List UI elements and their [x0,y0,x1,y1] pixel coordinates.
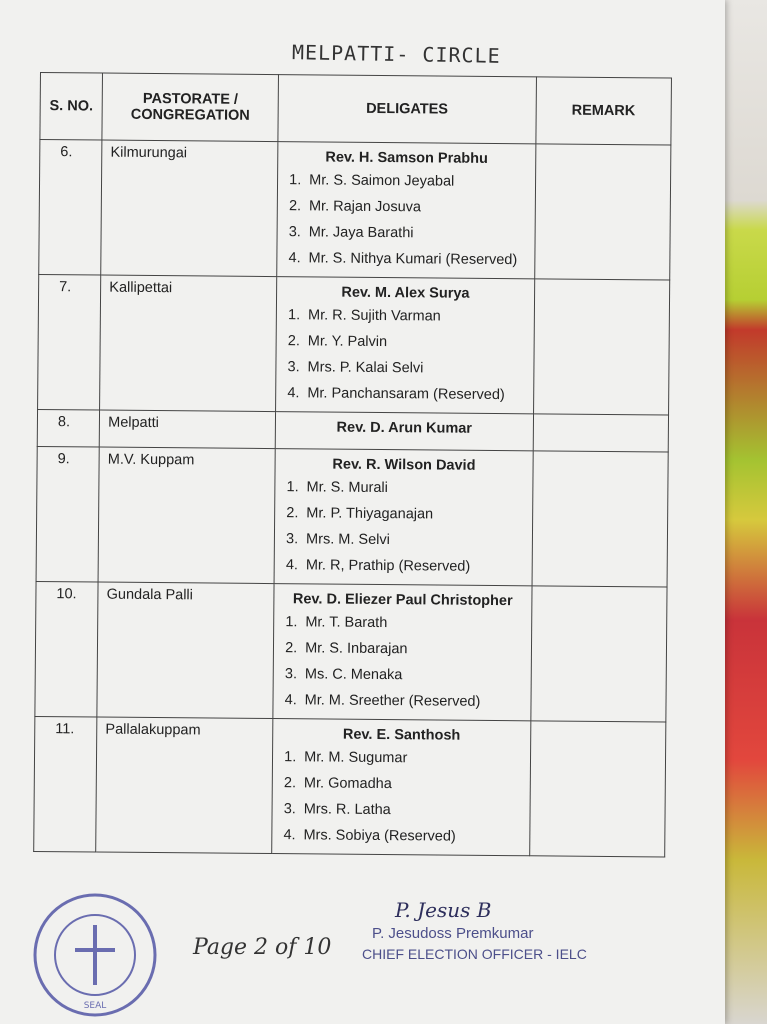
row-delegates [273,584,532,721]
page-number-note: Page 2 of 10 [193,935,332,960]
delegate-number: 4. [285,557,299,574]
delegate-number: 2. [286,505,299,522]
delegate-number: 2. [288,198,302,215]
delegate-name: Mr. R. Sujith Varman [307,307,441,325]
delegate-number: 4. [283,827,296,844]
delegate-list [276,474,531,584]
svg-text:SEAL: SEAL [83,1001,107,1011]
list-item [284,796,529,824]
list-item [287,380,532,408]
row-remark [529,721,666,857]
reverend-name: Rev. D. Arun Kumar [336,419,473,437]
row-sno: 11. [34,716,97,852]
list-item [288,302,533,330]
delegate-number: 4. [284,692,297,709]
table-row [39,140,671,281]
row-delegates [274,449,533,586]
delegate-name: Mrs. R. Latha [303,801,391,819]
delegate-name: Ms. C. Menaka [304,666,403,684]
delegate-name: Mr. T. Barath [305,614,388,632]
row-sno: 7. [38,274,101,410]
delegate-list [275,609,530,719]
delegate-name: Mr. M. Sugumar [304,749,408,767]
table-row [38,274,670,415]
list-item [284,770,529,798]
row-delegates [275,412,533,451]
header-pastorate: PASTORATE / CONGREGATION [102,73,279,142]
list-item [286,500,531,528]
row-sno: 10. [35,581,98,717]
delegate-name: Mr. P. Thiyaganajan [306,505,434,523]
row-sno: 9. [36,446,99,582]
list-item [286,526,531,554]
delegate-number: 3. [284,666,298,683]
reverend-name: Rev. H. Samson Prabhu [325,149,488,167]
list-item [289,219,534,247]
delegate-number: 1. [284,749,297,766]
row-pastorate: M.V. Kuppam [98,447,275,584]
delegate-number: 1. [285,614,298,631]
delegate-name: Mr. Y. Palvin [307,333,388,351]
list-item [289,167,534,195]
delegates-table [33,72,672,857]
list-item [285,661,530,689]
reverend-name: Rev. R. Wilson David [332,456,476,474]
row-sno: 8. [37,409,100,447]
delegate-list [277,302,532,412]
delegate-number: 3. [287,359,300,376]
row-remark [533,279,670,415]
delegate-number: 1. [286,479,299,496]
delegate-name: Mr. M. Sreether (Reserved) [304,692,481,710]
row-pastorate: Pallalakuppam [96,717,273,854]
delegate-name: Mrs. Sobiya (Reserved) [303,827,456,845]
list-item [287,354,532,382]
table-row [36,446,668,587]
row-remark [533,414,669,452]
handwritten-signature: P. Jesus B [395,898,492,922]
reverend-name: Rev. M. Alex Surya [341,284,470,302]
list-item [289,193,534,221]
row-delegates [276,277,535,414]
list-item [285,635,530,663]
delegate-name: Mr. Gomadha [303,775,392,793]
list-item [285,609,530,637]
row-pastorate: Gundala Palli [97,582,274,719]
reverend-name: Rev. D. Eliezer Paul Christopher [292,591,513,610]
list-item [285,687,530,715]
delegate-number: 2. [287,333,300,350]
delegate-name: Mrs. P. Kalai Selvi [307,359,424,377]
row-delegates [272,719,531,856]
circle-heading: MELPATTI- CIRCLE [291,40,501,68]
delegate-name: Mr. S. Nithya Kumari (Reserved) [308,250,518,269]
reverend-name: Rev. E. Santhosh [342,726,461,744]
row-remark [534,144,671,280]
delegate-name: Mr. Panchansaram (Reserved) [307,385,505,404]
row-pastorate: Melpatti [99,410,275,449]
row-sno: 6. [39,140,102,276]
delegate-name: Mr. S. Saimon Jeyabal [309,172,455,190]
delegate-name: Mr. S. Murali [306,479,388,497]
delegate-number: 3. [283,801,296,818]
delegate-number: 4. [287,385,300,402]
delegate-number: 2. [285,640,298,657]
header-delegates: DELIGATES [278,75,536,144]
row-pastorate: Kilmurungai [101,140,278,277]
table-header-row [40,73,672,146]
delegate-number: 1. [287,307,301,324]
delegate-number: 4. [288,250,301,267]
delegate-list [273,744,528,854]
election-seal [30,890,160,1020]
row-pastorate: Kallipettai [100,275,277,412]
list-item [288,328,533,356]
list-item [288,245,533,273]
header-sno: S. NO. [40,73,103,141]
delegate-name: Mr. Rajan Josuva [308,198,422,216]
list-item [283,822,528,850]
list-item [286,474,531,502]
table-row [35,581,667,722]
signer-name: P. Jesudoss Premkumar [372,925,534,942]
row-remark [530,586,667,722]
signer-office: CHIEF ELECTION OFFICER - IELC [362,946,587,962]
delegate-number: 3. [286,531,299,548]
table-row [37,409,668,452]
delegate-list [278,167,533,277]
delegate-number: 1. [289,172,302,189]
delegate-name: Mr. R, Prathip (Reserved) [305,557,471,575]
delegate-name: Mr. S. Inbarajan [305,640,408,658]
row-delegates [277,142,536,279]
delegate-number: 3. [288,224,301,241]
delegate-name: Mrs. M. Selvi [306,531,390,549]
row-remark [532,451,669,587]
delegate-number: 2. [283,775,297,792]
list-item [286,552,531,580]
list-item [284,744,529,772]
header-remark: REMARK [535,77,671,145]
delegate-name: Mr. Jaya Barathi [308,224,414,242]
table-row [34,716,666,857]
